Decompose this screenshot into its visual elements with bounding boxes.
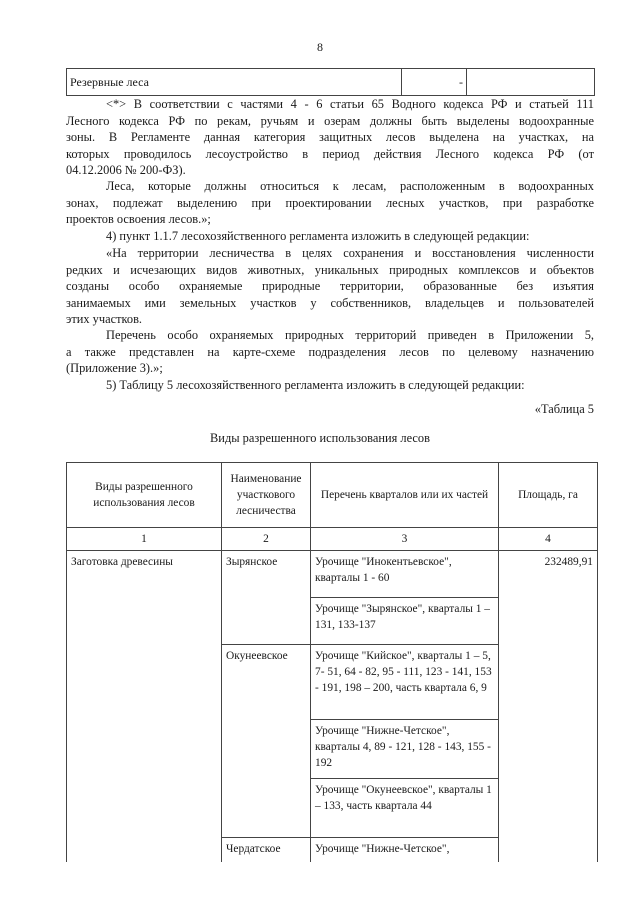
text-line: «На территории лесничества в целях сохранения и восстановления численности — [106, 246, 594, 260]
reserve-forests-area — [467, 69, 595, 96]
column-number: 2 — [222, 528, 311, 551]
column-number: 4 — [499, 528, 598, 551]
text-line: зонах, подлежат выделению при проектировании лесных участков, при разработке — [66, 195, 594, 210]
text-line: созданы особо охраняемые природные территории, образованные без изъятия — [66, 279, 594, 293]
page-number: 8 — [317, 40, 323, 54]
text-line: редких и исчезающих видов животных, уникальных природных комплексов и объектов — [66, 262, 594, 277]
column-number: 1 — [67, 528, 222, 551]
text-line: Лесного кодекса РФ по рекам, ручьям и озерам должны быть выделены водоохранные — [66, 113, 594, 128]
text-line: 4) пункт 1.1.7 лесохозяйственного регламента изложить в следующей редакции: — [106, 229, 530, 243]
item-4-paragraph — [66, 228, 594, 245]
forestry-cell: Зырянское — [222, 551, 311, 645]
column-number: 3 — [311, 528, 499, 551]
text-line: Перечень особо охраняемых природных территорий приведен в Приложении 5, — [106, 328, 594, 342]
table-title: Виды разрешенного использования лесов — [210, 431, 430, 445]
text-line: зоны. В Регламенте данная категория защитных лесов выделена на участках, на — [66, 130, 594, 144]
area-cell: 232489,91 — [499, 551, 598, 863]
permitted-uses-table — [66, 462, 598, 862]
tract-cell: Урочище "Инокентьевское", кварталы 1 - 60 — [311, 551, 499, 598]
appendix-paragraph — [66, 327, 594, 377]
protected-areas-paragraph — [66, 245, 594, 328]
table-row — [67, 69, 595, 96]
text-line: этих участков. — [66, 312, 143, 326]
tract-cell: Урочище "Нижне-Четское", кварталы 4, 89 - 121, 128 - 143, 155 - 192 — [311, 720, 499, 779]
tract-cell: Урочище "Зырянское", кварталы 1 – 131, 133-137 — [311, 598, 499, 645]
forestry-cell: Чердатское — [222, 838, 311, 863]
footnote-paragraph — [66, 96, 594, 179]
text-line: Леса, которые должны относиться к лесам, расположенным в водоохранных — [106, 179, 594, 193]
header-quarters: Перечень кварталов или их частей — [311, 463, 499, 528]
table-row — [67, 551, 598, 598]
header-area: Площадь, га — [499, 463, 598, 528]
text-line: которых проводилось лесоустройство в период действия Лесного кодекса РФ (от — [66, 146, 594, 161]
tract-cell: Урочище "Нижне-Четское", — [311, 838, 499, 863]
tract-cell: Урочище "Окунеевское", кварталы 1 – 133, часть квартала 44 — [311, 779, 499, 838]
tract-cell: Урочище "Кийское", кварталы 1 – 5, 7- 51, 64 - 82, 95 - 111, 123 - 141, 153 - 191, 198 – 200, часть квартала 6, 9 — [311, 645, 499, 720]
text-line: <*> В соответствии с частями 4 - 6 статьи 65 Водного кодекса РФ и статьей 111 — [106, 97, 594, 111]
header-forestry: Наименование участкового лесничества — [222, 463, 311, 528]
table-reference: «Таблица 5 — [534, 402, 594, 416]
reserve-forests-row-table — [66, 68, 595, 96]
text-line: (Приложение 3).»; — [66, 361, 163, 375]
header-use-type: Виды разрешенного использования лесов — [67, 463, 222, 528]
table-header-row — [67, 463, 598, 528]
forestry-cell: Окунеевское — [222, 645, 311, 838]
text-line: занимаемых ими земельных участков у собственников, владельцев и пользователей — [66, 295, 594, 310]
use-type-cell: Заготовка древесины — [67, 551, 222, 863]
text-line: а также представлен на карте-схеме подразделения лесов по целевому назначению — [66, 344, 594, 359]
reserve-forests-dash: - — [402, 69, 467, 96]
text-line: 5) Таблицу 5 лесохозяйственного регламента изложить в следующей редакции: — [106, 378, 525, 392]
water-zone-paragraph — [66, 178, 594, 228]
text-line: проектов освоения лесов.»; — [66, 212, 211, 226]
item-5-paragraph — [66, 377, 594, 394]
table-column-numbers-row — [67, 528, 598, 551]
text-line: 04.12.2006 № 200-ФЗ). — [66, 163, 186, 177]
reserve-forests-label: Резервные леса — [67, 69, 402, 96]
